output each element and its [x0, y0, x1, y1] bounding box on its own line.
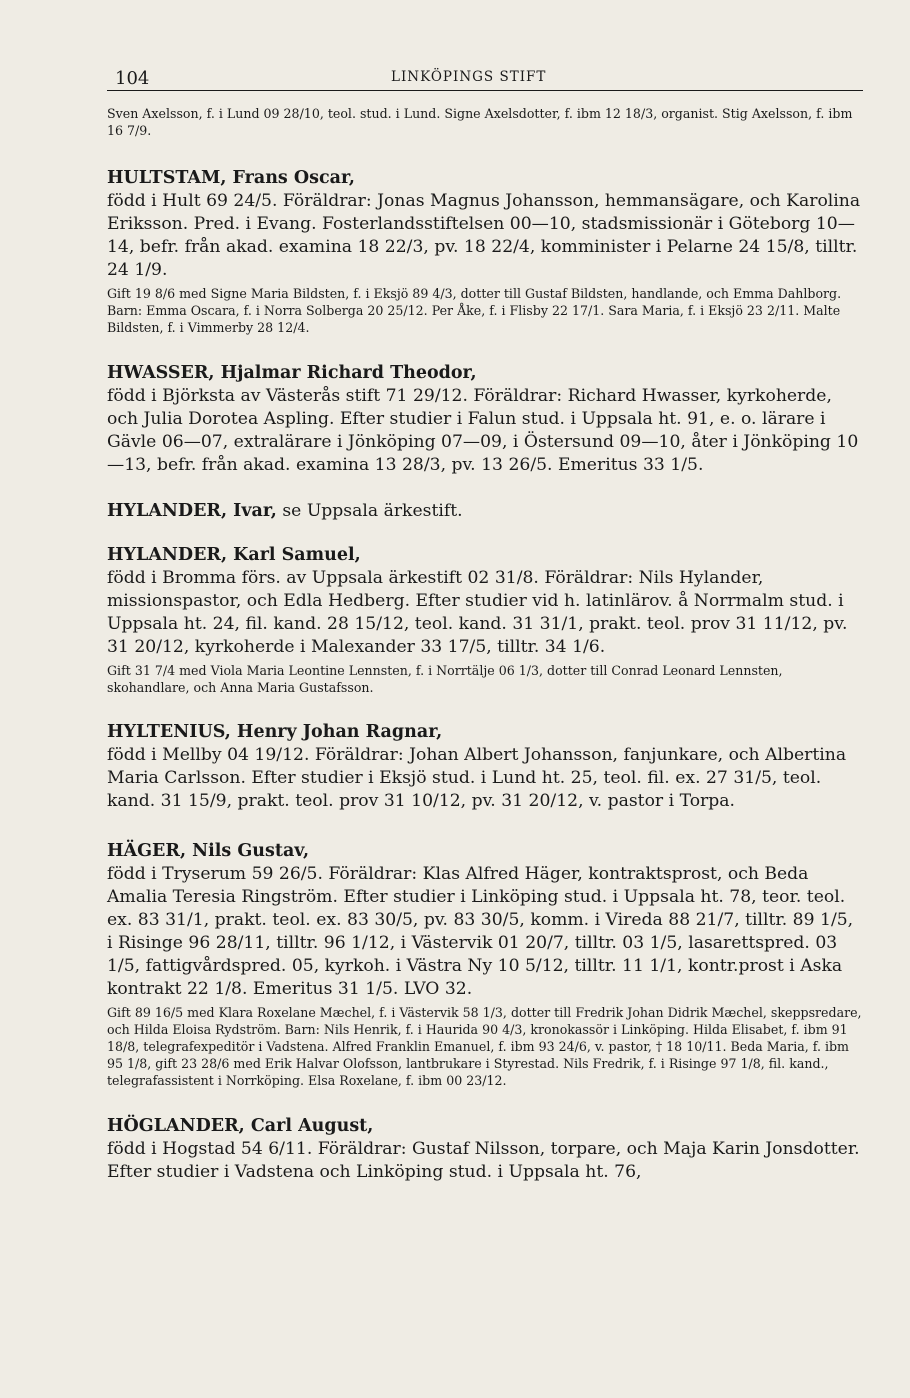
entry-hylander-ivar: [107, 500, 863, 523]
entry-name: HWASSER, Hjalmar Richard Theodor,: [107, 363, 477, 383]
entry-bio: född i Björksta av Västerås stift 71 29/12. Föräldrar: Richard Hwasser, kyrkoherde, och Julia Dorotea Aspling. Efter studier i Falun stud. i Uppsala ht. 91, e. o. lärare i Gävle 06—07, extralärare i Jönköping 07—09, i Östersund 09—10, åter i Jönköping 10—13, befr. från akad. examina 13 28/3, pv. 13 26/5. Emeritus 33 1/5.: [107, 386, 859, 475]
intro-children: Sven Axelsson, f. i Lund 09 28/10, teol. stud. i Lund. Signe Axelsdotter, f. ibm 12 18/3, organist. Stig Axelsson, f. ibm 16 7/9.: [107, 106, 853, 138]
entry-bio: född i Hogstad 54 6/11. Föräldrar: Gustaf Nilsson, torpare, och Maja Karin Jonsdotter. Efter studier i Vadstena och Linköping stud. i Uppsala ht. 76,: [107, 1139, 860, 1182]
entry-name: HYLTENIUS, Henry Johan Ragnar,: [107, 722, 443, 742]
entry-name: HÖGLANDER, Carl August,: [107, 1116, 374, 1136]
entry-hwasser: [107, 362, 863, 477]
entry-ref-text: se Uppsala ärkestift.: [282, 501, 463, 521]
entry-hoglander: [107, 1115, 863, 1184]
entry-name: HYLANDER, Ivar,: [107, 501, 277, 521]
entry-name: HÄGER, Nils Gustav,: [107, 841, 310, 861]
entry-reference: [107, 500, 863, 523]
entry-family: Gift 31 7/4 med Viola Maria Leontine Lennsten, f. i Norrtälje 06 1/3, dotter till Conrad Leonard Lennsten, skohandlare, och Anna Maria Gustafsson.: [107, 663, 783, 695]
page-number: 104: [115, 68, 150, 89]
entry-name: HYLANDER, Karl Samuel,: [107, 545, 361, 565]
entry-bio: född i Tryserum 59 26/5. Föräldrar: Klas Alfred Häger, kontraktsprost, och Beda Amalia Teresia Ringström. Efter studier i Linköping stud. i Uppsala ht. 78, teor. teol. ex. 83 31/1, prakt. teol. ex. 83 30/5, pv. 83 30/5, komm. i Vireda 88 21/7, tilltr. 89 1/5, i Risinge 96 28/11, tilltr. 96 1/12, i Västervik 01 20/7, tilltr. 03 1/5, lasarettspred. 03 1/5, fattigvårdspred. 05, kyrkoh. i Västra Ny 10 5/12, tilltr. 11 1/1, kontr.prost i Aska kontrakt 22 1/8. Emeritus 31 1/5. LVO 32.: [107, 864, 854, 999]
book-page: [107, 60, 863, 1184]
entry-family: Gift 89 16/5 med Klara Roxelane Mæchel, f. i Västervik 58 1/3, dotter till Fredrik Johan Didrik Mæchel, skeppsredare, och Hilda Eloisa Rydström. Barn: Nils Henrik, f. i Haurida 90 4/3, kronokassör i Linköping. Hilda Elisabet, f. ibm 91 18/8, telegrafexpeditör i Vadstena. Alfred Franklin Emanuel, f. ibm 93 24/6, v. pastor, † 18 10/11. Beda Maria, f. ibm 95 1/8, gift 23 28/6 med Erik Halvar Olofsson, lantbrukare i Styrestad. Nils Fredrik, f. i Risinge 97 1/8, fil. kand., telegrafassistent i Norrköping. Elsa Roxelane, f. ibm 00 23/12.: [107, 1005, 862, 1088]
entry-hyltenius: [107, 721, 863, 813]
running-title: LINKÖPINGS STIFT: [391, 69, 547, 85]
page-header: [107, 60, 863, 91]
entry-bio: född i Mellby 04 19/12. Föräldrar: Johan Albert Johansson, fanjunkare, och Albertina Maria Carlsson. Efter studier i Eksjö stud. i Lund ht. 25, teol. fil. ex. 27 31/5, teol. kand. 31 15/9, prakt. teol. prov 31 10/12, pv. 31 20/12, v. pastor i Torpa.: [107, 745, 847, 811]
entry-hylander-karl: [107, 544, 863, 696]
entry-name: HULTSTAM, Frans Oscar,: [107, 168, 356, 188]
entry-family: Gift 19 8/6 med Signe Maria Bildsten, f. i Eksjö 89 4/3, dotter till Gustaf Bildsten, handlande, och Emma Dahlborg. Barn: Emma Oscara, f. i Norra Solberga 20 25/12. Per Åke, f. i Flisby 22 17/1. Sara Maria, f. i Eksjö 23 2/11. Malte Bildsten, f. i Vimmerby 28 12/4.: [107, 286, 842, 335]
entry-bio: född i Hult 69 24/5. Föräldrar: Jonas Magnus Johansson, hemmansägare, och Karolina Eriksson. Pred. i Evang. Fosterlandsstiftelsen 00—10, stadsmissionär i Göteborg 10—14, befr. från akad. examina 18 22/3, pv. 18 22/4, komminister i Pelarne 24 15/8, tilltr. 24 1/9.: [107, 191, 861, 280]
entry-hultstam: [107, 167, 863, 336]
entry-bio: född i Bromma förs. av Uppsala ärkestift 02 31/8. Föräldrar: Nils Hylander, missionspastor, och Edla Hedberg. Efter studier vid h. latinlärov. å Norrmalm stud. i Uppsala ht. 24, fil. kand. 28 15/12, teol. kand. 31 31/1, prakt. teol. prov 31 11/12, pv. 31 20/12, kyrkoherde i Malexander 33 17/5, tilltr. 34 1/6.: [107, 568, 848, 657]
entry-hager: [107, 840, 863, 1089]
